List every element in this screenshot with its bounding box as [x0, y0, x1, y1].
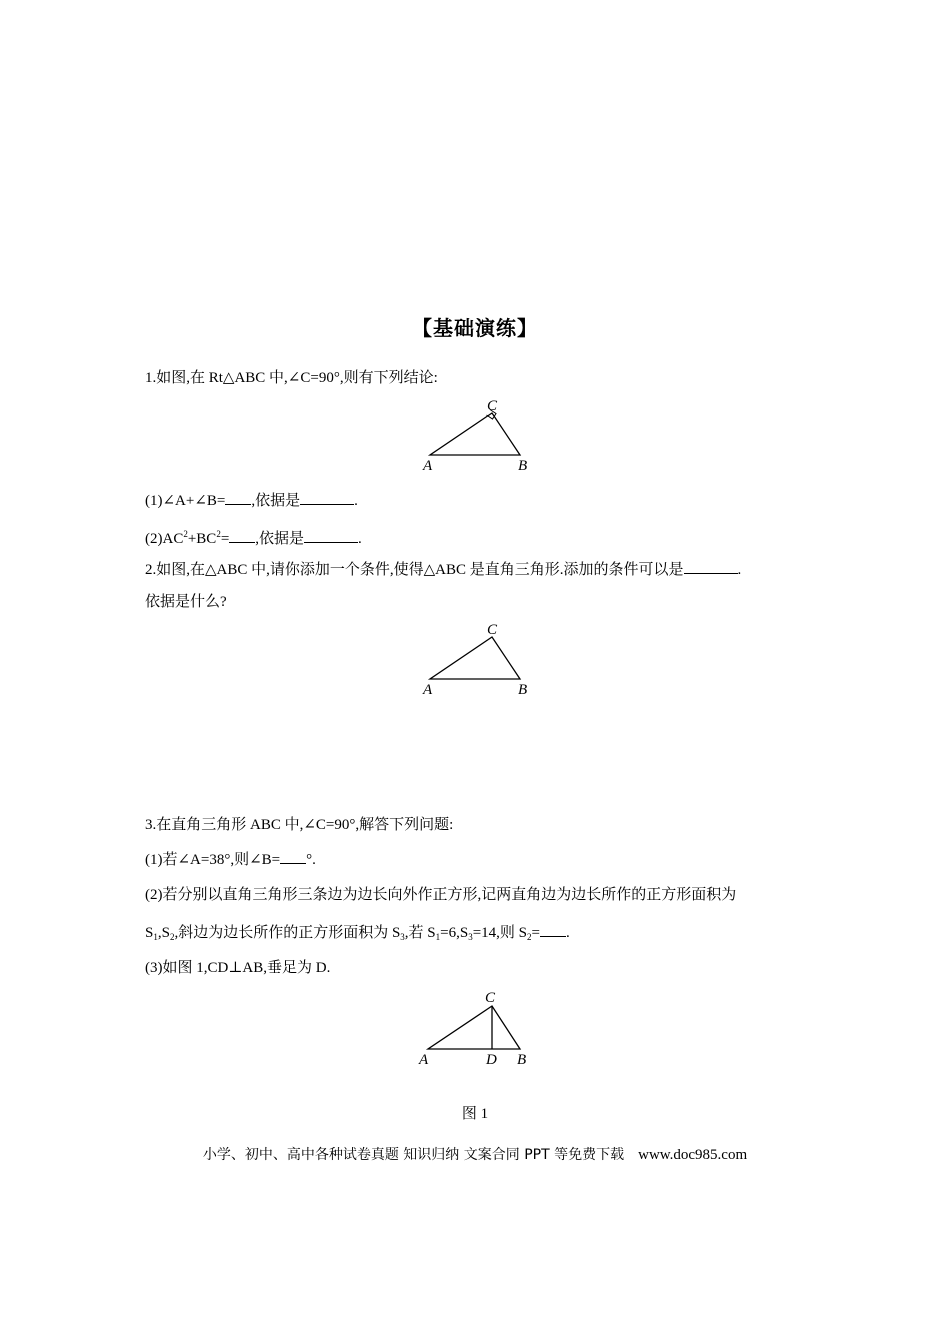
label-d: D	[486, 1052, 497, 1068]
q1-part1: (1)∠A+∠B= ,依据是 .	[145, 490, 358, 511]
footer	[0, 1144, 950, 1164]
triangle-abc	[430, 637, 520, 679]
footer-text: 小学、初中、高中各种试卷真题 知识归纳 文案合同 PPT 等免费下载	[202, 1147, 625, 1163]
answer-blank[interactable]	[280, 849, 306, 864]
q3-part2-line2: $S_1,S_2$,斜边为边长所作的正方形面积为 $S_3$,若 $S_1=6,S_3=14$,则 $S_2=$ .	[145, 922, 570, 947]
answer-blank[interactable]	[304, 528, 358, 543]
label-a: A	[423, 682, 433, 698]
q3-part2-line1: (2)若分别以直角三角形三条边为边长向外作正方形,记两直角边为边长所作的正方形面积为	[145, 887, 737, 903]
answer-blank[interactable]	[229, 528, 255, 543]
q2-question: 依据是什么?	[145, 594, 227, 610]
q3-part1: (1)若∠A=38°,则∠B= °.	[145, 849, 316, 870]
q1-part2: $(2)AC^2+BC^2=$ ,依据是 .	[145, 529, 362, 547]
triangle-abc	[430, 413, 520, 455]
triangle-abc	[428, 1006, 520, 1049]
label-c: C	[487, 622, 498, 638]
label-a: A	[419, 1052, 429, 1068]
q3-stem: 3.在直角三角形 ABC 中,∠C=90°,解答下列问题:	[145, 817, 454, 833]
footer-link[interactable]: www.doc985.com	[638, 1147, 748, 1163]
answer-blank[interactable]	[300, 490, 354, 505]
q1-stem: 1.如图,在 Rt△ABC 中,∠C=90°,则有下列结论:	[145, 370, 438, 386]
label-b: B	[518, 682, 528, 698]
q3-part3: (3)如图 1,CD⊥AB,垂足为 D.	[145, 960, 331, 976]
figure-right-triangle	[418, 396, 538, 474]
q2-stem: 2.如图,在△ABC 中,请你添加一个条件,使得△ABC 是直角三角形.添加的条件可以是 .	[145, 559, 741, 580]
label-a: A	[423, 458, 433, 474]
label-b: B	[518, 458, 528, 474]
section-heading: 【基础演练】	[412, 316, 538, 340]
answer-blank[interactable]	[540, 922, 566, 937]
label-c: C	[485, 990, 496, 1006]
label-b: B	[517, 1052, 527, 1068]
figure-caption: 图 1	[461, 1106, 489, 1122]
answer-blank[interactable]	[225, 490, 251, 505]
answer-blank[interactable]	[684, 559, 738, 574]
figure-triangle-altitude	[416, 986, 540, 1068]
label-c: C	[487, 398, 498, 414]
figure-triangle	[418, 620, 538, 698]
